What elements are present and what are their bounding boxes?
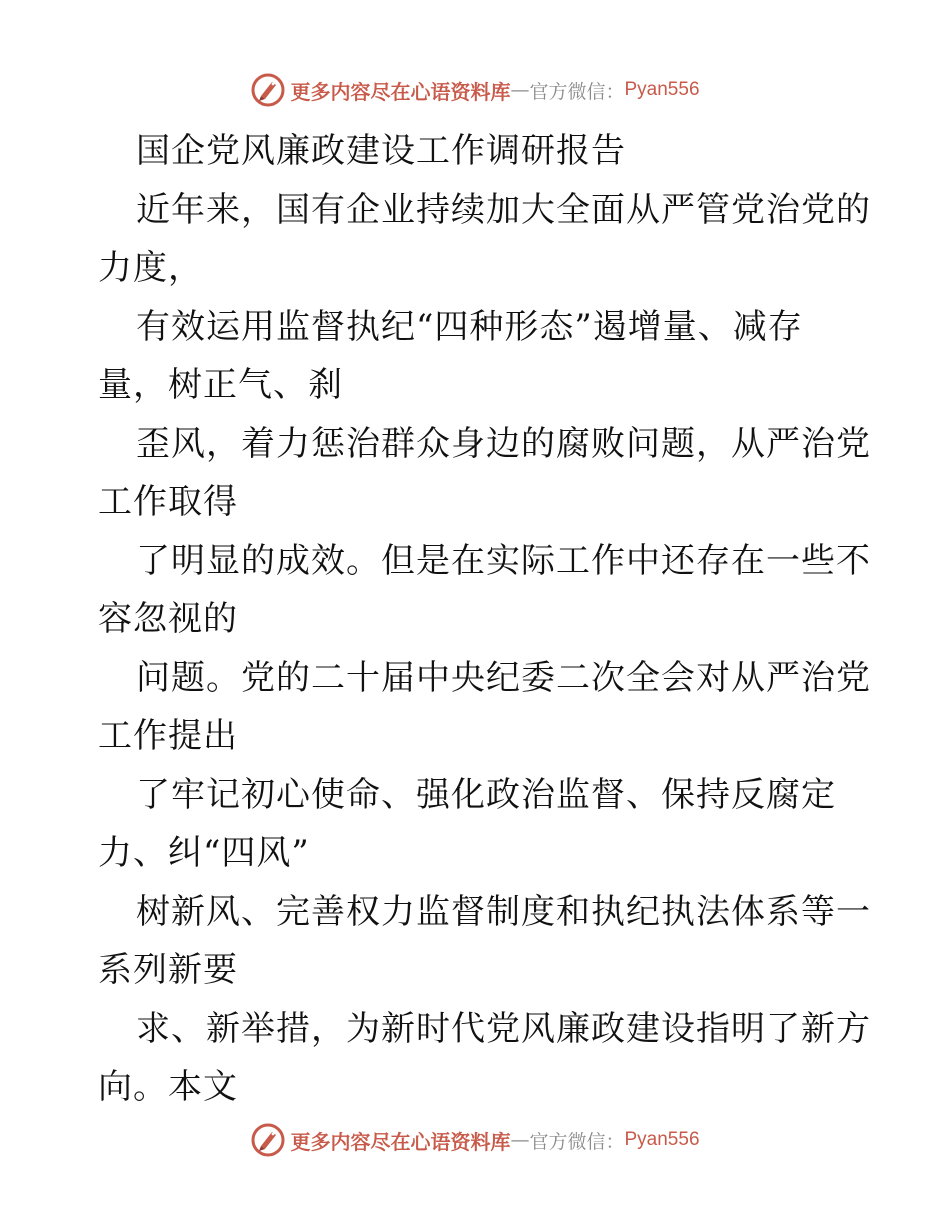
footer-banner: [0, 1118, 950, 1162]
header-wechat-id: Pyan556: [624, 79, 700, 100]
text-line: 向。本文: [98, 1067, 238, 1107]
header-banner: [0, 68, 950, 112]
text-line: 力度，: [98, 248, 203, 288]
text-line: 近年来，国有企业持续加大全面从严管党治党的: [136, 189, 871, 230]
text-line: 了牢记初心使命、强化政治监督、保持反腐定: [136, 774, 836, 815]
text-line: 容忽视的: [98, 599, 238, 639]
footer-brand-text: 更多内容尽在心语资料库: [290, 1129, 511, 1154]
text-line: 力、纠“四风”: [98, 833, 310, 873]
header-dash: —: [510, 79, 530, 101]
text-line: 了明显的成效。但是在实际工作中还存在一些不: [136, 540, 871, 581]
document-title: 国企党风廉政建设工作调研报告: [136, 131, 626, 171]
footer-wechat-id: Pyan556: [624, 1129, 700, 1150]
text-line: 系列新要: [98, 950, 238, 990]
pen-logo-icon: [250, 72, 286, 108]
text-line: 工作提出: [98, 716, 238, 756]
footer-dash: —: [510, 1129, 530, 1151]
header-wechat-label: 官方微信：: [529, 80, 625, 103]
pen-logo-icon: [250, 1122, 286, 1158]
text-line: 求、新举措，为新时代党风廉政建设指明了新方: [136, 1008, 871, 1049]
document-body: [98, 122, 871, 1117]
text-line: 工作取得: [98, 482, 238, 522]
text-line: 歪风，着力惩治群众身边的腐败问题，从严治党: [136, 423, 871, 464]
header-brand-text: 更多内容尽在心语资料库: [290, 79, 511, 104]
footer-wechat-label: 官方微信：: [529, 1130, 625, 1153]
text-line: 树新风、完善权力监督制度和执纪执法体系等一: [136, 891, 871, 932]
text-line: 量，树正气、刹: [98, 365, 343, 405]
text-line: 有效运用监督执纪“四种形态”遏增量、减存: [136, 306, 803, 347]
text-line: 问题。党的二十届中央纪委二次全会对从严治党: [136, 657, 871, 698]
